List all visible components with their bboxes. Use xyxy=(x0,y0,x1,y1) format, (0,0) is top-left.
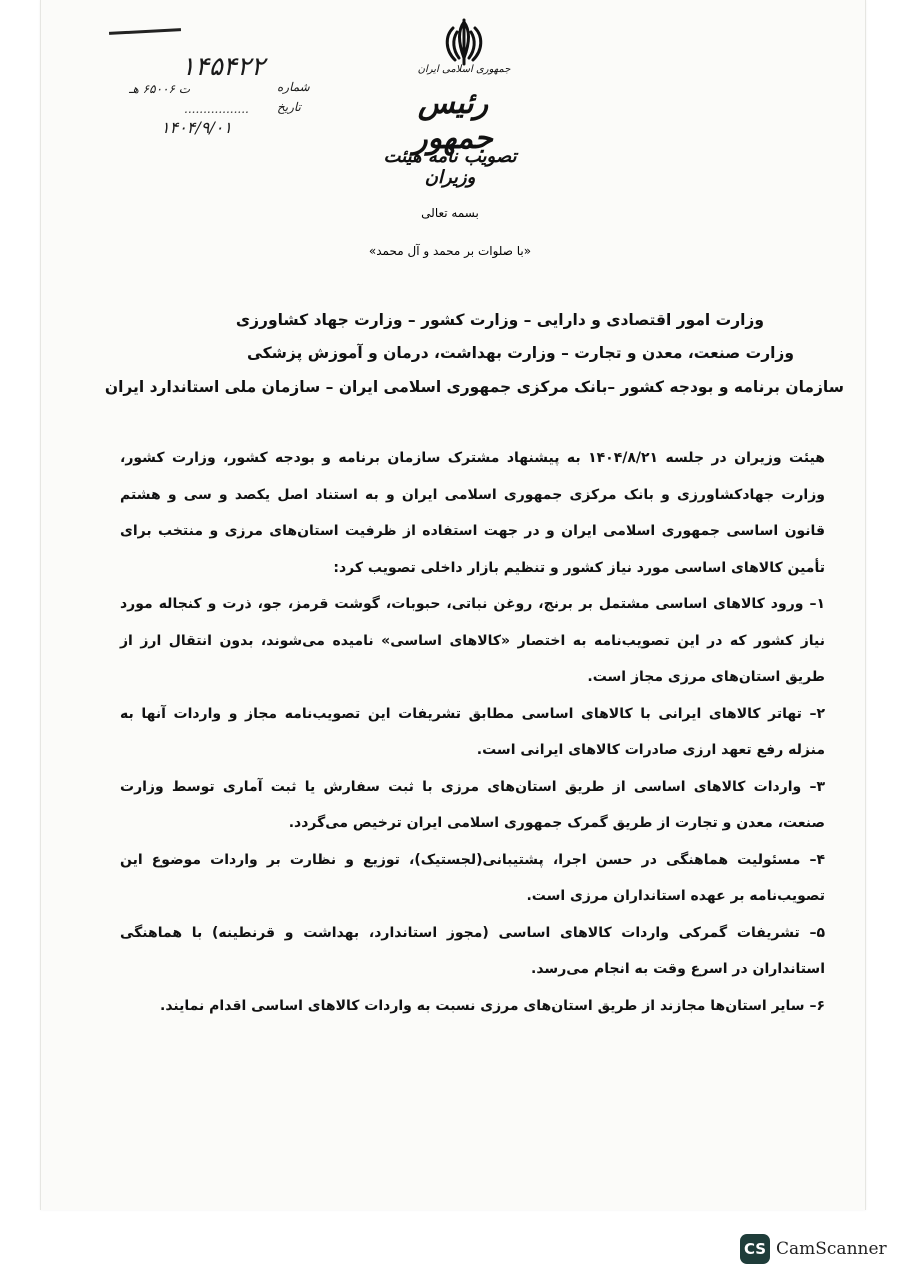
camscanner-watermark: CamScanner xyxy=(776,1239,887,1259)
decree-item: ۶– سایر استان‌ها مجازند از طریق استان‌های مرزی نسبت به واردات کالاهای اساسی اقدام نمایند. xyxy=(160,997,825,1014)
iran-emblem-icon xyxy=(439,18,489,66)
reference-date: ۱۴۰۴/۹/۰۱ xyxy=(161,118,232,137)
decree-body xyxy=(120,440,825,1024)
president-title: رئیس جمهور xyxy=(413,86,493,156)
basmala: بسمه تعالی xyxy=(421,206,479,220)
handwritten-stroke xyxy=(109,28,181,35)
date-dots: ................. xyxy=(184,102,249,116)
decree-intro: هیئت وزیران در جلسه ۱۴۰۴/۸/۲۱ به پیشنهاد مشترک سازمان برنامه و بودجه کشور، وزارت کشور، وزارت جهادکشاورزی و بانک مرکزی جمهوری اسلامی ایران و به استناد اصل یکصد و سی و هشتم قانون اساسی جمهوری اسلامی ایران و در جهت استفاده از ظرفیت استان‌های مرزی و منتخب برای تأمین کالاهای اساسی مورد نیاز کشور و تنظیم بازار داخلی تصویب کرد: xyxy=(120,450,825,576)
date-label: تاریخ xyxy=(277,100,301,114)
addressee-line: وزارت صنعت، معدن و تجارت – وزارت بهداشت، درمان و آموزش پزشکی xyxy=(246,344,794,362)
reference-number-handwritten: ۱۴۵۴۲۲ xyxy=(181,52,265,82)
number-label: شماره xyxy=(277,80,310,94)
decree-item: ۲– تهاتر کالاهای ایرانی با کالاهای اساسی مطابق تشریفات این تصویب‌نامه مجاز و واردات آنها به منزله رفع تعهد ارزی صادرات کالاهای ایرانی است. xyxy=(120,705,825,758)
addressee-line: سازمان برنامه و بودجه کشور –بانک مرکزی جمهوری اسلامی ایران – سازمان ملی استاندارد ایران xyxy=(104,378,844,396)
decree-item: ۵– تشریفات گمرکی واردات کالاهای اساسی (مجوز استاندارد، بهداشت و قرنطینه) با هماهنگی استانداران در اسرع وقت به انجام می‌رسد. xyxy=(120,924,825,977)
decree-item: ۳– واردات کالاهای اساسی از طریق استان‌های مرزی با ثبت سفارش یا ثبت آماری توسط وزارت صنعت، معدن و تجارت از طریق گمرک جمهوری اسلامی ایران ترخیص می‌گردد. xyxy=(120,778,825,831)
reference-number-printed: ت ۶۵۰۰۶ هـ xyxy=(129,82,191,96)
camscanner-logo-icon: CS xyxy=(740,1234,770,1264)
reference-block xyxy=(129,52,314,142)
salawat: «با صلوات بر محمد و آل محمد» xyxy=(368,244,532,258)
decree-item: ۱– ورود کالاهای اساسی مشتمل بر برنج، روغن نباتی، حبوبات، گوشت قرمز، جو، ذرت و کنجاله مورد نیاز کشور که در این تصویب‌نامه به اختصار «کالاهای اساسی» نامیده می‌شوند، بدون انتقال ارز از طریق استان‌های مرزی مجاز است. xyxy=(120,596,825,685)
republic-label: جمهوری اسلامی ایران xyxy=(417,64,511,75)
cabinet-title: تصویب نامه هیئت وزیران xyxy=(383,146,517,188)
decree-item: ۴– مسئولیت هماهنگی در حسن اجرا، پشتیبانی(لجستیک)، توزیع و نظارت بر واردات موضوع این تصویب‌نامه بر عهده استانداران مرزی است. xyxy=(120,851,825,904)
addressee-line: وزارت امور اقتصادی و دارایی – وزارت کشور – وزارت جهاد کشاورزی xyxy=(235,311,764,329)
